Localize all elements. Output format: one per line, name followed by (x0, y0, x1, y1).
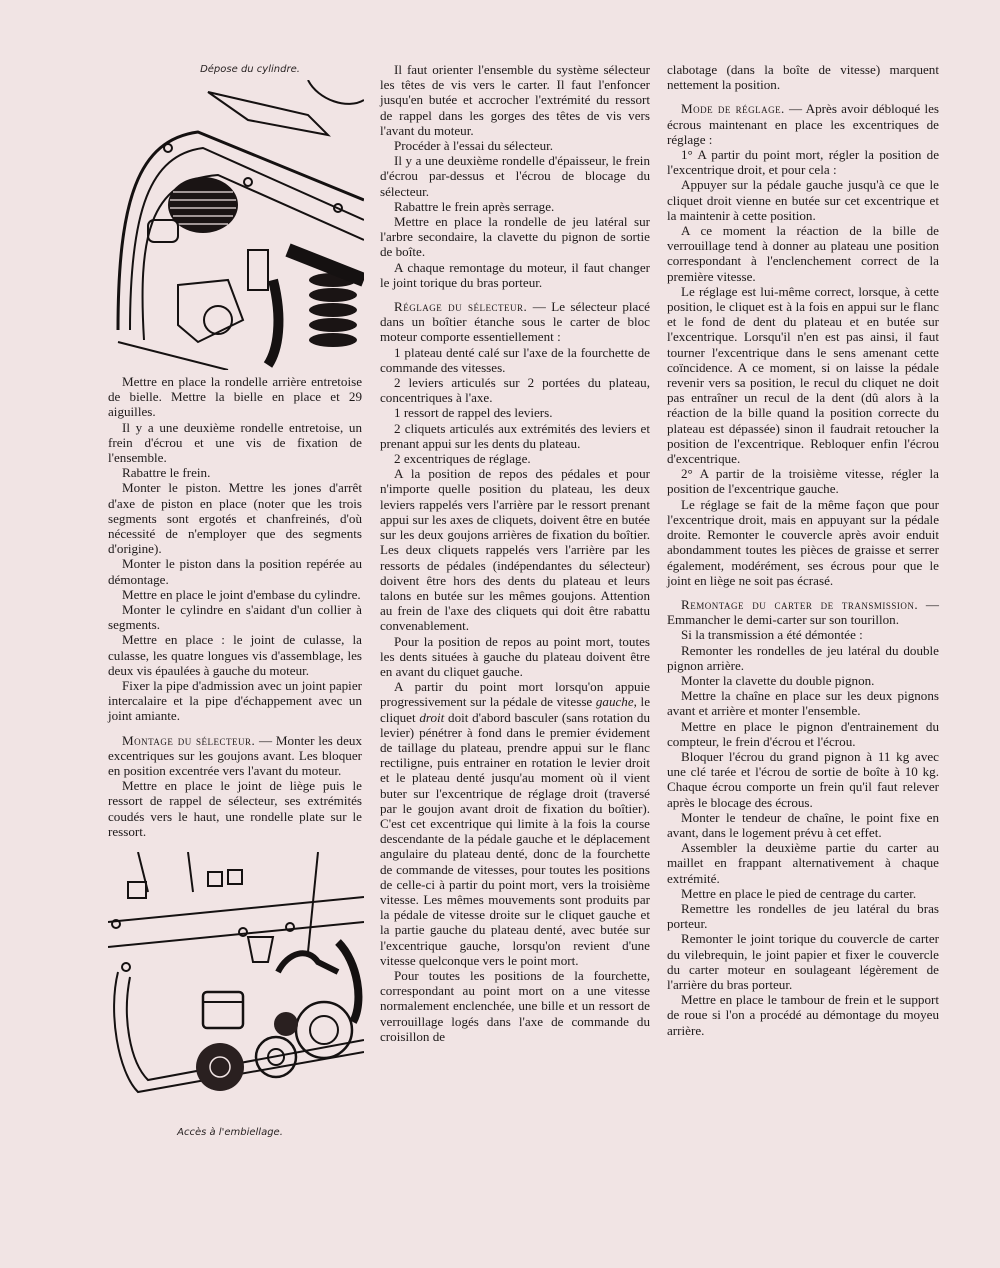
paragraph: Pour la position de repos au point mort, toutes les dents situées à gauche du plateau doivent être en avant du cliquet gauche. (380, 633, 650, 679)
paragraph: Si la transmission a été démontée : (681, 627, 863, 643)
crankcase-illustration (108, 852, 364, 1122)
paragraph: Il y a une deuxième rondelle entretoise, un frein d'écrou et une vis de fixation de l'ensemble. (108, 419, 362, 466)
paragraph: Remettre les rondelles de jeu latéral du bras porteur. (667, 900, 939, 932)
engine-cylinder-illustration (108, 80, 364, 370)
paragraph: A ce moment la réaction de la bille de verrouillage tend à donner au plateau une position correspondant à l'enclenchement correct de la première vitesse. (667, 223, 939, 284)
paragraph: Assembler la deuxième partie du carter au maillet en frappant alternativement à chaque extrémité. (667, 840, 939, 886)
paragraph: Monter le cylindre en s'aidant d'un collier à segments. (108, 602, 362, 633)
section-text: — Le sélecteur placé dans un boîtier étanche sous le carter de bloc moteur comporte essentiellement : (380, 299, 650, 345)
text: , le cliquet (380, 694, 651, 725)
section-paragraph (108, 733, 362, 779)
section-text: — Après avoir débloqué les écrous maintenant en place les excentriques de réglage : (667, 101, 940, 147)
paragraph: A chaque remontage du moteur, il faut changer le joint torique du bras porteur. (380, 259, 650, 290)
paragraph: Mettre en place le joint d'embase du cylindre. (122, 586, 361, 602)
paragraph: 1° A partir du point mort, régler la position de l'excentrique droit, et pour cela : (667, 147, 939, 178)
paragraph: Pour toutes les positions de la fourchette, correspondant au point mort on a une vitesse normalement enclenchée, une bille et un ressort de verrouillage logés dans l'axe de commande du croisillon de (380, 967, 650, 1044)
paragraph: Monter le piston dans la position repérée au démontage. (108, 556, 362, 587)
text-column-3 (667, 62, 939, 1038)
paragraph: Mettre en place : le joint de culasse, la culasse, les quatre longues vis d'assemblage, les deux vis épaulées à gauche du moteur. (108, 632, 362, 678)
paragraph: Appuyer sur la pédale gauche jusqu'à ce que le cliquet droit vienne en butée sur cet excentrique et la maintenir à cette position. (667, 177, 939, 223)
paragraph: Mettre la chaîne en place sur les deux pignons avant et arrière et monter l'ensemble. (667, 688, 939, 719)
italic-text: gauche (595, 694, 634, 710)
paragraph: Le réglage est lui-même correct, lorsque, à cette position, le cliquet est à la fois en appui sur le flanc et le fond de dent du plateau et en butée sur l'excentrique. Lorsqu'il n'en est pas ainsi, il faut tourner l'excentrique dans le sens amenant cette coïncidence. A ce moment, si on laisse la pédale revenir vers sa position, le recul du cliquet ne doit pas entraîner un recul de la dent (dû alors à la réaction de la bille quand la position correcte du plateau est dépassée) sinon il faudrait retoucher la position de l'excentrique. Rebloquer enfin l'écrou d'excentrique. (667, 283, 939, 467)
text: doit d'abord basculer (sans rotation du levier) pénétrer à fond dans le premier évidement de taillage du plateau, prendre appui sur le flanc rectiligne, puis entrainer en rotation le levier droit et le plateau denté jusqu'au moment où il vient buter sur l'excentrique de réglage droit (traversé par le goujon avant droit de fixation du boîtier). C'est cet excentrique qui limite à la fois la course descendante de la pédale gauche et le déplacement angulaire du plateau denté, donc de la fourchette de commande de vitesses, pour toutes les positions de celle-ci à partir du point mort, vers la troisième vitesse. Les mêmes mouvements sont produits par la pédale de vitesse droite sur le cliquet gauche et la partie gauche du plateau denté, avec butée sur l'excentrique gauche, lorsqu'on revient d'une vitesse quelconque vers le point mort. (380, 709, 650, 968)
paragraph: Procéder à l'essai du sélecteur. (394, 138, 554, 154)
paragraph: 2° A partir de la troisième vitesse, régler la position de l'excentrique gauche. (667, 466, 939, 497)
list-item: 2 cliquets articulés aux extrémités des leviers et prenant appui sur les dents du plateau. (380, 420, 650, 451)
paragraph: Monter le piston. Mettre les jones d'arrêt d'axe de piston en place (noter que les trois segments sont ergotés et chanfreinés, d'où nécessité de n'employer que des segments d'origine). (108, 480, 362, 557)
section-paragraph (667, 101, 939, 147)
section-heading-montage: Montage du sélecteur. (122, 732, 256, 748)
paragraph: Rabattre le frein. (122, 465, 211, 481)
paragraph: Rabattre le frein après serrage. (394, 198, 555, 214)
list-item: 2 leviers articulés sur 2 portées du plateau, concentriques à l'axe. (380, 375, 650, 406)
paragraph: clabotage (dans la boîte de vitesse) marquent nettement la position. (667, 62, 939, 93)
paragraph: Il faut orienter l'ensemble du système sélecteur les têtes de vis vers le carter. Il faut l'enfoncer jusqu'en butée et accrocher l'extrémité du ressort de rappel dans les gorges des têtes de vis vers l'avant du moteur. (380, 62, 650, 138)
paragraph: Monter la clavette du double pignon. (681, 672, 875, 688)
paragraph (380, 679, 650, 968)
list-item: 1 ressort de rappel des leviers. (394, 405, 553, 421)
paragraph: Mettre en place le pied de centrage du carter. (681, 885, 917, 901)
list-item: 2 excentriques de réglage. (394, 451, 531, 467)
paragraph: Mettre en place la rondelle de jeu latéral sur l'arbre secondaire, la clavette du pignon de sortie de boîte. (380, 214, 650, 260)
paragraph: Remonter les rondelles de jeu latéral du double pignon arrière. (667, 642, 939, 673)
section-heading-remontage: Remontage du carter de transmission. (681, 596, 919, 612)
section-text: — Monter les deux excentriques sur les goujons avant. Les bloquer en position excentrée vers l'avant du moteur. (108, 732, 363, 779)
section-paragraph (380, 299, 650, 345)
paragraph: Bloquer l'écrou du grand pignon à 11 kg avec une clé tarée et l'écrou de sortie de boîte à 10 kg. Chaque écrou comporte un frein qu'il faut relever après le blocage des écrous. (667, 748, 939, 810)
paragraph: Le réglage se fait de la même façon que pour l'excentrique droit, mais en appuyant sur la pédale droite. Remonter le couvercle après avoir enduit abondamment toutes les pièces de graisse et serrer également, modérément, ses écrous pour que le joint en liège ne soit pas écrasé. (667, 496, 939, 588)
paragraph: Fixer la pipe d'admission avec un joint papier intercalaire et la pipe d'échappement avec un joint amiante. (108, 678, 362, 724)
figure-caption-crankcase: Accès à l'embiellage. (177, 1127, 283, 1138)
paragraph: Mettre en place le pignon d'entrainement du compteur, le frein d'écrou et l'écrou. (667, 718, 939, 749)
paragraph: Mettre en place le tambour de frein et le support de roue si l'on a procédé au démontage du moyeu arrière. (667, 992, 939, 1038)
paragraph: Mettre en place le joint de liège puis le ressort de rappel de sélecteur, ses extrémités coudés vers le haut, une rondelle plate sur le ressort. (108, 778, 362, 839)
section-text: — Emmancher le demi-carter sur son tourillon. (667, 596, 939, 628)
paragraph: A la position de repos des pédales et pour n'importe quelle position du plateau, les deux leviers rappelés vers l'arrière par le ressort prenant appui sur les axes de cliquets, doivent être en butée sur les deux goujons arrières de fixation du boîtier. Les deux cliquets rappelés vers l'arrière par les ressorts de pédales (indépendantes du sélecteur) doivent être hors des dents du plateau et leurs talons en butée sur les mêmes goujons. Attention au frein de l'axe des cliquets qui doit être rabattu convenablement. (380, 466, 650, 634)
section-paragraph (667, 597, 939, 627)
section-heading-mode: Mode de réglage. (681, 101, 785, 117)
italic-text: droit (419, 709, 445, 725)
figure-caption-cylinder: Dépose du cylindre. (200, 64, 300, 75)
text: A partir du point mort lorsqu'on appuie progressivement sur la pédale de vitesse (380, 679, 650, 710)
paragraph: Remonter le joint torique du couvercle de carter du vilebrequin, le joint papier et fixer le couvercle du carter moteur en soulageant légèrement de l'arrière du bras porteur. (667, 931, 939, 992)
section-heading-reglage: Réglage du sélecteur. (394, 299, 528, 315)
text-column-1 (108, 374, 362, 839)
list-item: 1 plateau denté calé sur l'axe de la fourchette de commande des vitesses. (380, 344, 650, 375)
paragraph: Il y a une deuxième rondelle d'épaisseur, le frein d'écrou par-dessus et l'écrou de blocage du sélecteur. (380, 153, 650, 199)
text-column-2 (380, 62, 650, 1044)
paragraph: Mettre en place la rondelle arrière entretoise de bielle. Mettre la bielle en place et 29 aiguilles. (108, 374, 362, 420)
paragraph: Monter le tendeur de chaîne, le point fixe en avant, dans le logement prévu à cet effet. (667, 809, 939, 840)
